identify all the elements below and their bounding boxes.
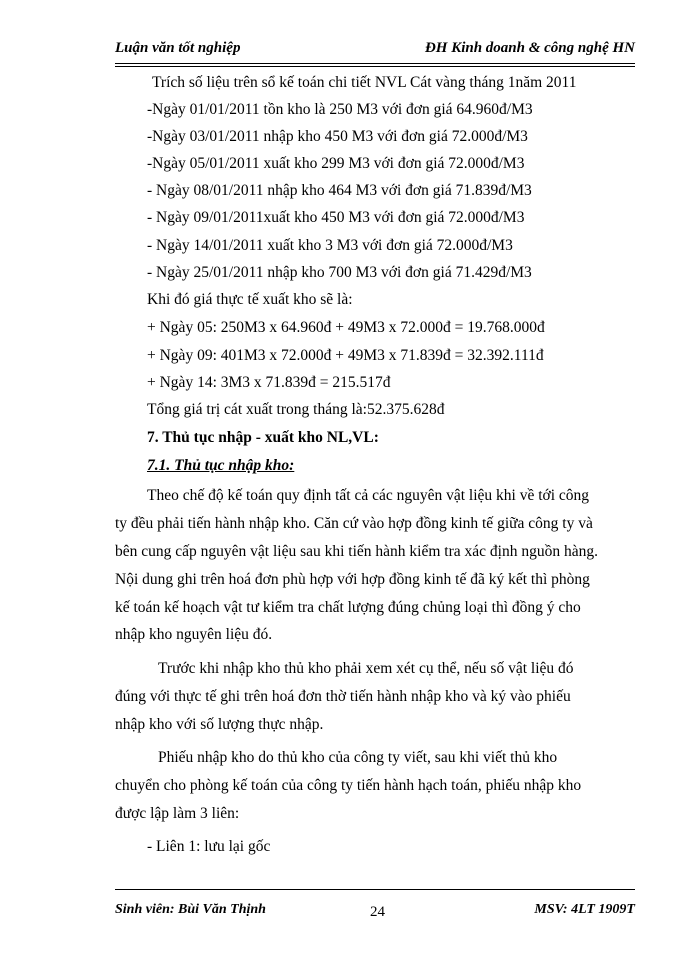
page-header [115,40,635,60]
header-rule [115,63,635,64]
paragraph-line: kế toán kế hoạch vật tư kiểm tra chất lượng đúng chủng loại thì đồng ý cho [115,599,581,616]
entry-line: - Ngày 09/01/2011xuất kho 450 M3 với đơn giá 72.000đ/M3 [147,209,525,226]
paragraph-first-line: Theo chế độ kế toán quy định tất cả các nguyên vật liệu khi về tới công [147,487,590,504]
header-left: Luận văn tốt nghiệp [115,40,241,56]
footer-right: MSV: 4LT 1909T [534,902,635,917]
paragraph-first-line: Trước khi nhập kho thủ kho phải xem xét cụ thể, nếu số vật liệu đó [158,660,574,677]
subsection-heading: 7.1. Thủ tục nhập kho: [147,457,295,474]
entry-line: -Ngày 03/01/2011 nhập kho 450 M3 với đơn giá 72.000đ/M3 [147,128,528,145]
page-footer [115,902,635,922]
entry-line: -Ngày 01/01/2011 tồn kho là 250 M3 với đơn giá 64.960đ/M3 [147,101,533,118]
paragraph-line: ty đều phải tiến hành nhập kho. Căn cứ vào hợp đồng kinh tế giữa công ty và [115,515,593,532]
calc-line: + Ngày 05: 250M3 x 64.960đ + 49M3 x 72.000đ = 19.768.000đ [147,319,545,336]
calc-line: + Ngày 09: 401M3 x 72.000đ + 49M3 x 71.839đ = 32.392.111đ [147,347,544,364]
total-line: Tổng giá trị cát xuất trong tháng là:52.375.628đ [147,401,445,418]
footer-left: Sinh viên: Bùi Văn Thịnh [115,902,266,917]
calc-line: + Ngày 14: 3M3 x 71.839đ = 215.517đ [147,374,391,391]
calc-intro: Khi đó giá thực tế xuất kho sẽ là: [147,291,353,308]
page-number: 24 [370,904,385,920]
entry-line: - Ngày 25/01/2011 nhập kho 700 M3 với đơn giá 71.429đ/M3 [147,264,532,281]
paragraph-first-line: Phiếu nhập kho do thủ kho của công ty viết, sau khi viết thủ kho [158,749,558,766]
section-heading: 7. Thủ tục nhập - xuất kho NL,VL: [147,429,379,446]
entry-line: - Ngày 14/01/2011 xuất kho 3 M3 với đơn giá 72.000đ/M3 [147,237,513,254]
paragraph-line: chuyển cho phòng kế toán của công ty tiến hành hạch toán, phiếu nhập kho [115,777,582,794]
intro-line: Trích số liệu trên sổ kế toán chi tiết NVL Cát vàng tháng 1năm 2011 [152,74,577,91]
entry-line: - Ngày 08/01/2011 nhập kho 464 M3 với đơn giá 71.839đ/M3 [147,182,532,199]
paragraph-line: đúng với thực tế ghi trên hoá đơn thờ tiến hành nhập kho và ký vào phiếu [115,688,571,705]
footer-rule [115,889,635,890]
list-item: - Liên 1: lưu lại gốc [147,838,271,855]
entry-line: -Ngày 05/01/2011 xuất kho 299 M3 với đơn giá 72.000đ/M3 [147,155,525,172]
paragraph-line: bên cung cấp nguyên vật liệu sau khi tiến hành kiểm tra xác định nguồn hàng. [115,543,598,560]
paragraph-line: nhập kho với số lượng thực nhập. [115,716,324,733]
paragraph-line: nhập kho nguyên liệu đó. [115,626,273,643]
paragraph-line: Nội dung ghi trên hoá đơn phù hợp với hợp đồng kinh tế đã ký kết thì phòng [115,571,590,588]
paragraph-line: được lập làm 3 liên: [115,805,240,822]
header-right: ĐH Kinh doanh & công nghệ HN [424,40,635,56]
header-rule-double [115,66,635,67]
